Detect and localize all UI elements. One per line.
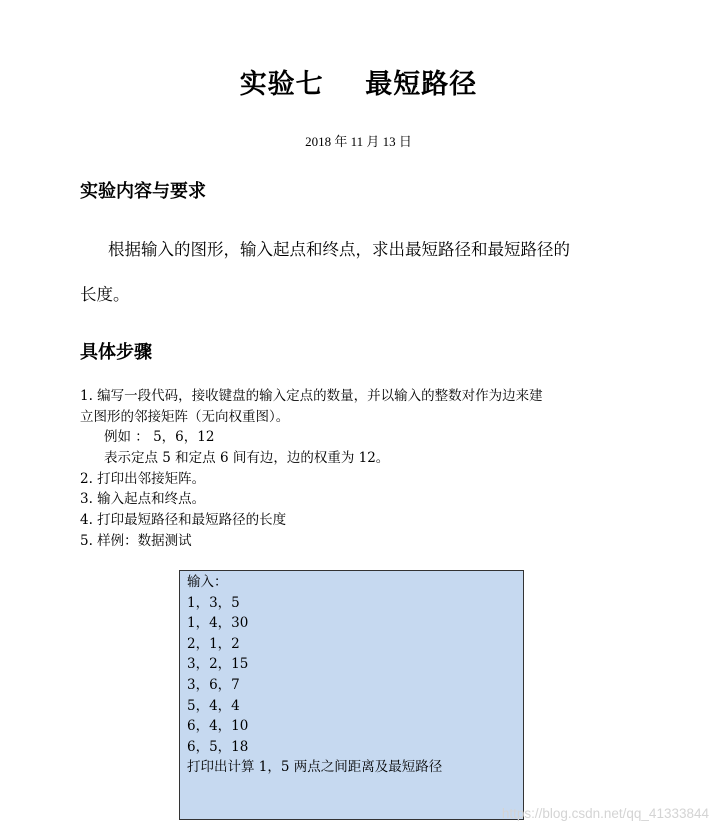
watermark: https://blog.csdn.net/qq_41333844 [501,806,709,821]
sample-line: 5，4，4 [187,697,240,714]
steps-heading: 具体步骤 [80,342,152,363]
sample-line: 输入： [187,574,228,590]
sample-line: 6，5，18 [187,738,249,755]
sample-line: 3，2，15 [187,656,249,673]
step-line: 2. 打印出邻接矩阵。 [80,470,206,487]
step-line: 3. 输入起点和终点。 [80,491,206,508]
document-date: 2018 年 11 月 13 日 [305,134,412,149]
sample-line: 3，6，7 [187,676,240,693]
sample-line: 1，4，30 [187,615,249,632]
sample-data-box [179,570,524,820]
requirements-text-line-2: 长度。 [80,285,130,304]
step-example-explanation: 表示定点 5 和定点 6 间有边，边的权重为 12。 [104,450,390,467]
steps-list [80,386,650,552]
requirements-text-line-1: 根据输入的图形，输入起点和终点，求出最短路径和最短路径的 [108,240,570,259]
sample-line: 6，4，10 [187,718,249,735]
step-example-line: 例如 ： 5，6，12 [104,429,215,446]
step-line: 5. 样例：数据测试 [80,532,192,549]
sample-line: 2，1，2 [187,635,240,652]
step-line: 1. 编写一段代码，接收键盘的输入定点的数量，并以输入的整数对作为边来建 [80,388,543,404]
sample-line: 1，3，5 [187,594,240,611]
sample-line: 打印出计算 1，5 两点之间距离及最短路径 [187,759,443,776]
step-line: 立图形的邻接矩阵（无向权重图）。 [80,408,290,425]
page-title: 实验七 最短路径 [239,69,478,100]
step-line: 4. 打印最短路径和最短路径的长度 [80,512,287,529]
requirements-heading: 实验内容与要求 [80,181,206,202]
